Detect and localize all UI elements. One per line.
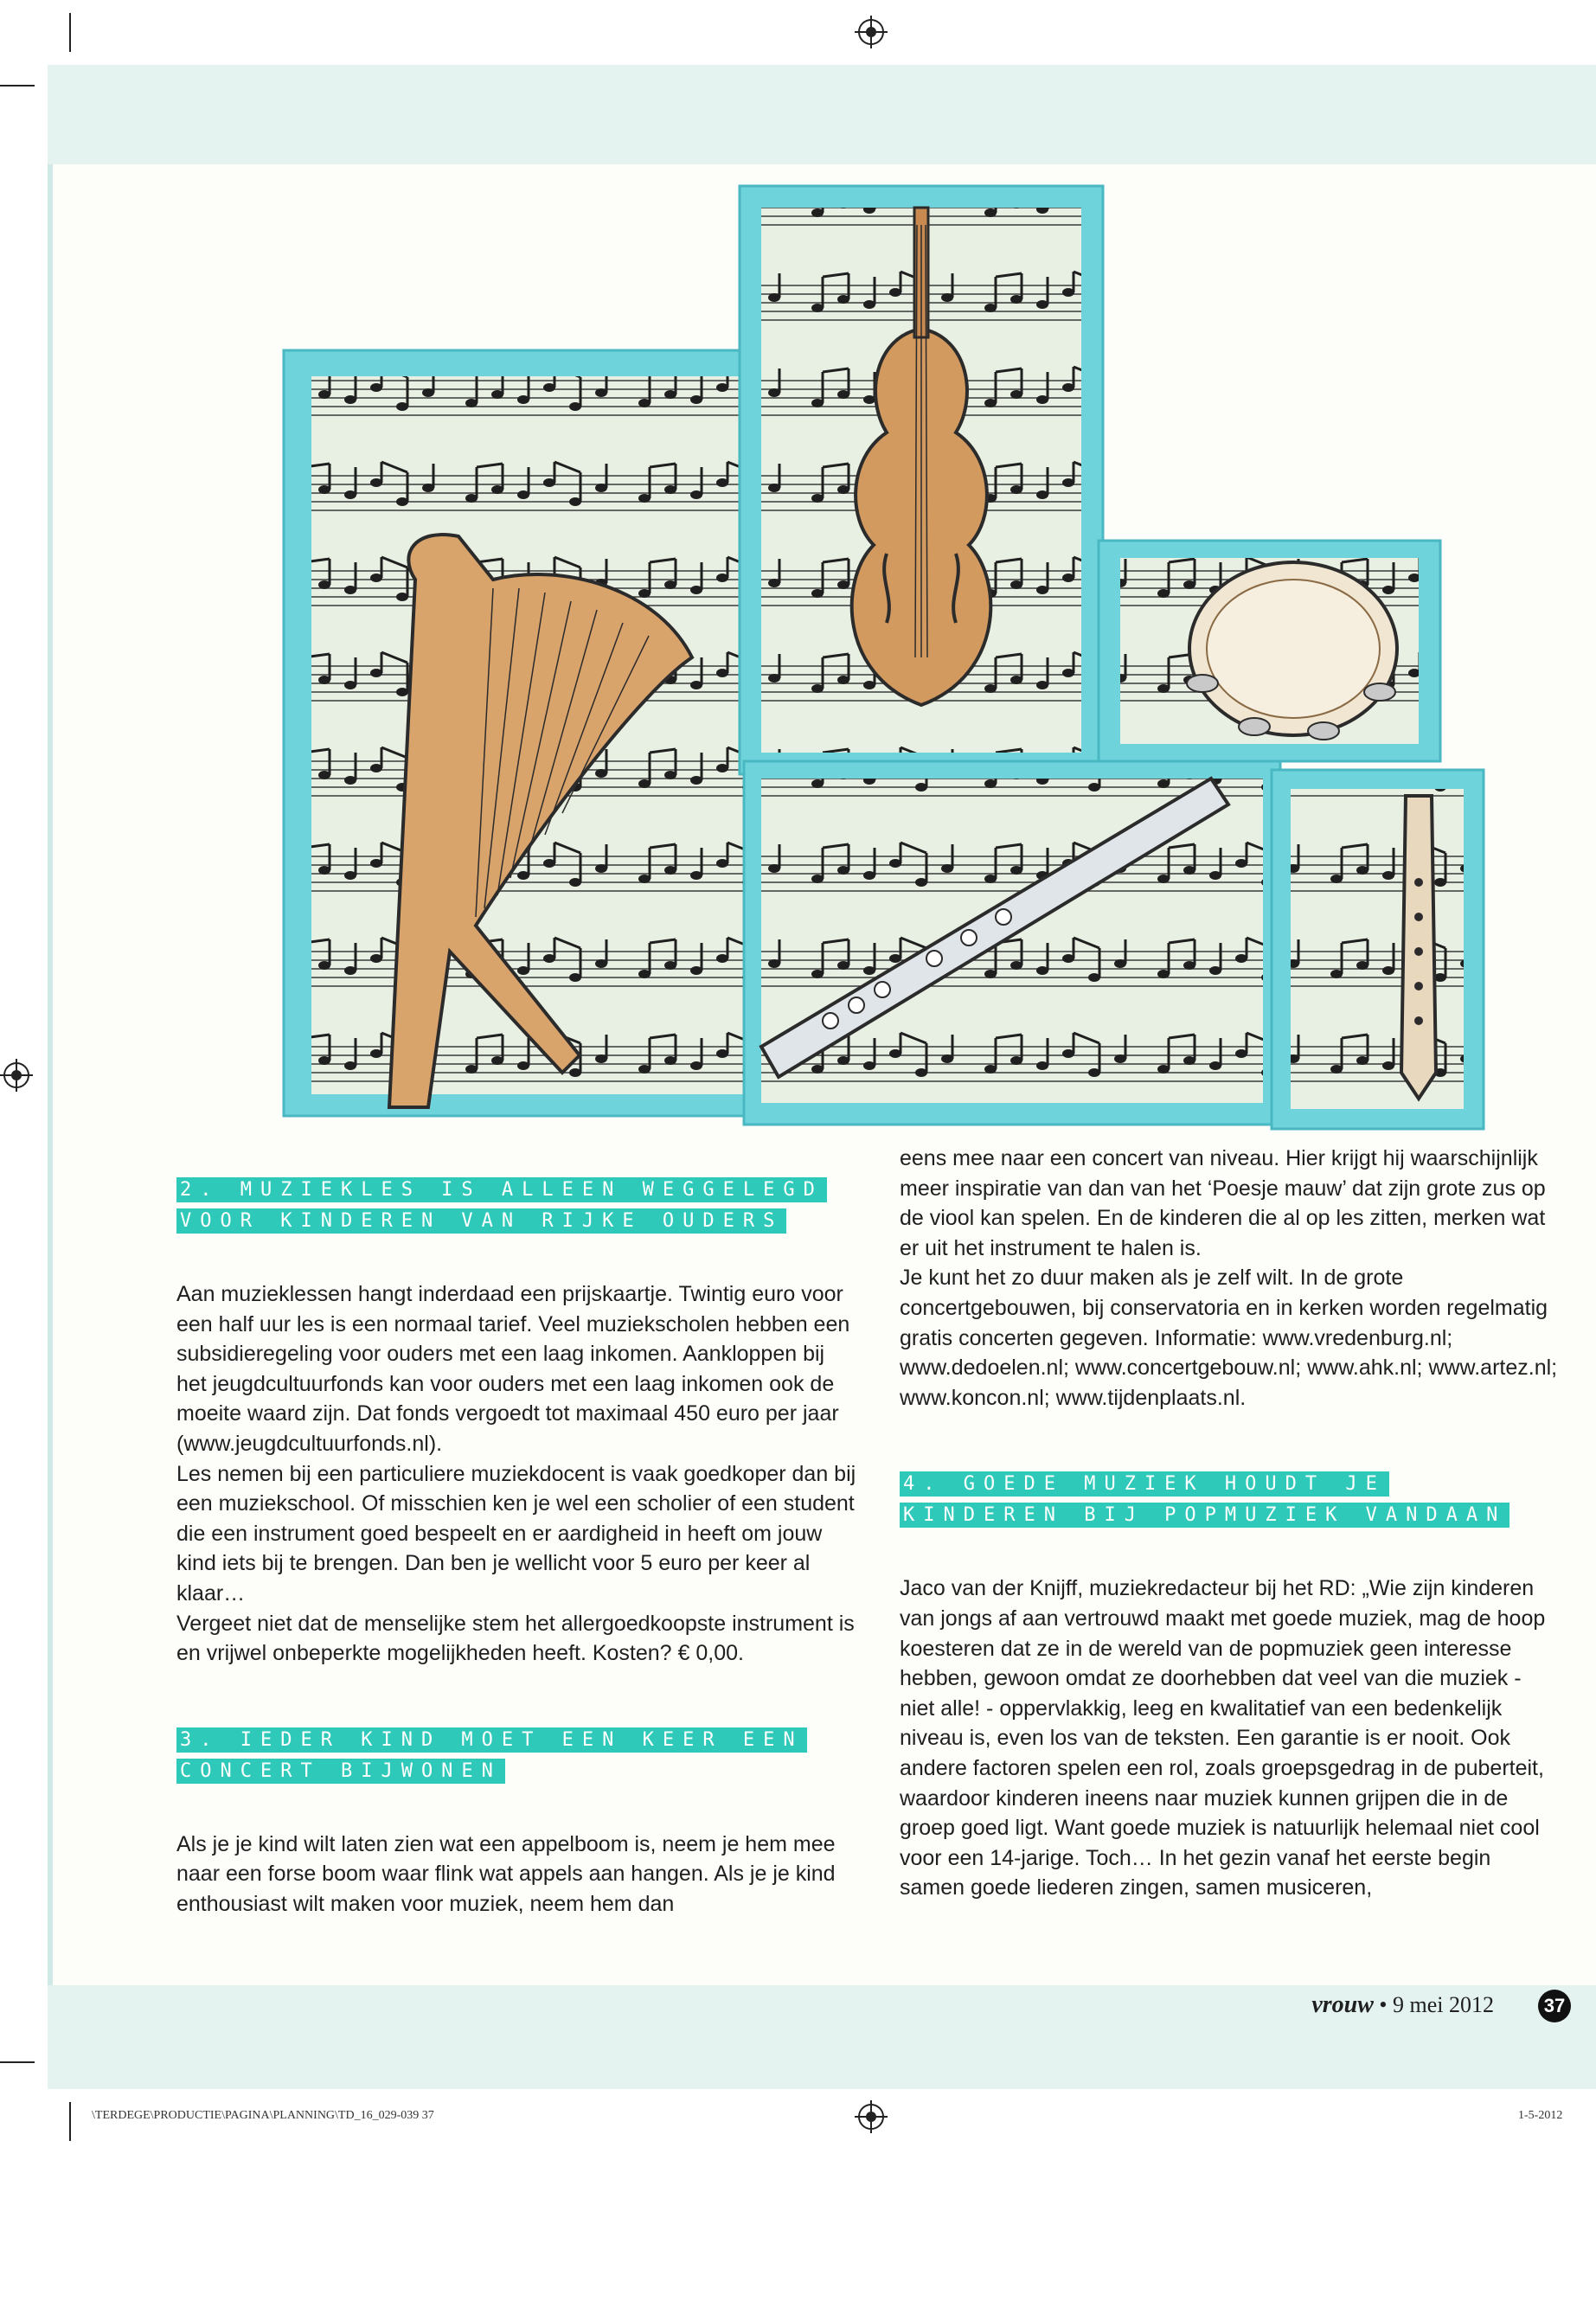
recorder (1401, 796, 1436, 1099)
issue-date: 9 mei 2012 (1393, 1992, 1494, 2017)
section-3-paragraph: Als je je kind wilt laten zien wat een appelboom is, neem je hem mee naar een forse boom waar flink wat appels aan hangen. Als je je kind enthousiast wilt maken voor muziek, neem hem dan (176, 1831, 836, 1916)
registration-mark-icon (858, 19, 884, 45)
crop-mark (69, 2102, 71, 2141)
footer-brand (1311, 1991, 1494, 2019)
section-2-paragraph: Les nemen bij een particuliere muziekdocent is vaak goedkoper dan bij een muziekschool. Of misschien ken je wel een scholier of een student die een instrument goed bespeelt en er aardigheid in heeft om jouw kind iets bij te brengen. Dan ben je wellicht voor 5 euro per keer al klaar… (176, 1461, 856, 1606)
crop-mark (0, 85, 35, 87)
footer-separator: • (1379, 1992, 1393, 2017)
music-instruments-illustration (277, 173, 1488, 1150)
slug-date: 1-5-2012 (1518, 2109, 1563, 2122)
right-column (900, 1144, 1559, 1903)
left-edge-strip (48, 164, 53, 1985)
section-4-heading: 4. GOEDE MUZIEK HOUDT JE KINDEREN BIJ POPMUZIEK VANDAAN (900, 1471, 1509, 1528)
top-background-band (48, 65, 1596, 164)
magazine-name: vrouw (1311, 1991, 1374, 2018)
continued-paragraph: Je kunt het zo duur maken als je zelf wilt. In de grote concertgebouwen, bij conservatoria en in kerken worden regelmatig gratis concerten gegeven. Informatie: www.vredenburg.nl; www.dedoelen.nl; www.concertgebouw.nl; www.ahk.nl; www.artez.nl; www.koncon.nl; www.tijdenplaats.nl. (900, 1266, 1558, 1410)
registration-mark-icon (3, 1062, 29, 1088)
page-number: 37 (1538, 1990, 1571, 2022)
section-3-heading: 3. IEDER KIND MOET EEN KEER EEN CONCERT BIJWONEN (176, 1727, 807, 1784)
section-2-paragraph: Vergeet niet dat de menselijke stem het allergoedkoopste instrument is en vrijwel onbeperkte mogelijkheden heeft. Kosten? € 0,00. (176, 1611, 855, 1666)
left-column (176, 1174, 858, 1920)
section-2-paragraph: Aan muzieklessen hangt inderdaad een prijskaartje. Twintig euro voor een half uur les is een normaal tarief. Veel muziekscholen hebben een subsidieregeling voor ouders met een laag inkomen. Aankloppen bij het jeugdcultuurfonds kan voor ouders met een laag inkomen ook de moeite waard zijn. Dat fonds vergoedt tot maximaal 450 euro per jaar (www.jeugdcultuurfonds.nl). (176, 1282, 850, 1456)
registration-mark-icon (858, 2104, 884, 2130)
section-2-heading: 2. MUZIEKLES IS ALLEEN WEGGELEGD VOOR KINDEREN VAN RIJKE OUDERS (176, 1177, 827, 1234)
slug-path: \TERDEGE\PRODUCTIE\PAGINA\PLANNING\TD_16_029-039 37 (92, 2109, 434, 2122)
crop-mark (0, 2061, 35, 2063)
continued-paragraph: eens mee naar een concert van niveau. Hier krijgt hij waarschijnlijk meer inspiratie van dan van het ‘Poesje mauw’ dat zijn grote zus op de viool kan spelen. En de kinderen die al op les zitten, merken wat er uit het instrument te halen is. (900, 1146, 1546, 1260)
recorder-box (1272, 770, 1484, 1129)
section-4-paragraph: Jaco van der Knijff, muziekredacteur bij het RD: „Wie zijn kinderen van jongs af aan vertrouwd maakt met goede muziek, mag de hoop koesteren dat ze in de wereld van de popmuziek geen interesse hebben, gewoon omdat ze doorhebben dat veel van die muziek - niet alle! - oppervlakkig, leeg en kwalitatief van een bedenkelijk niveau is, even los van de teksten. Een garantie is er nooit. Ook andere factoren spelen een rol, zoals groepsgedrag in de puberteit, waardoor kinderen ineens naar muziek kunnen grijpen die in de groep goed ligt. Want goede muziek is natuurlijk helemaal niet cool voor een 14-jarige. Toch… In het gezin vanaf het eerste begin samen goede liederen zingen, samen musiceren, (900, 1576, 1546, 1900)
crop-mark (69, 13, 71, 52)
